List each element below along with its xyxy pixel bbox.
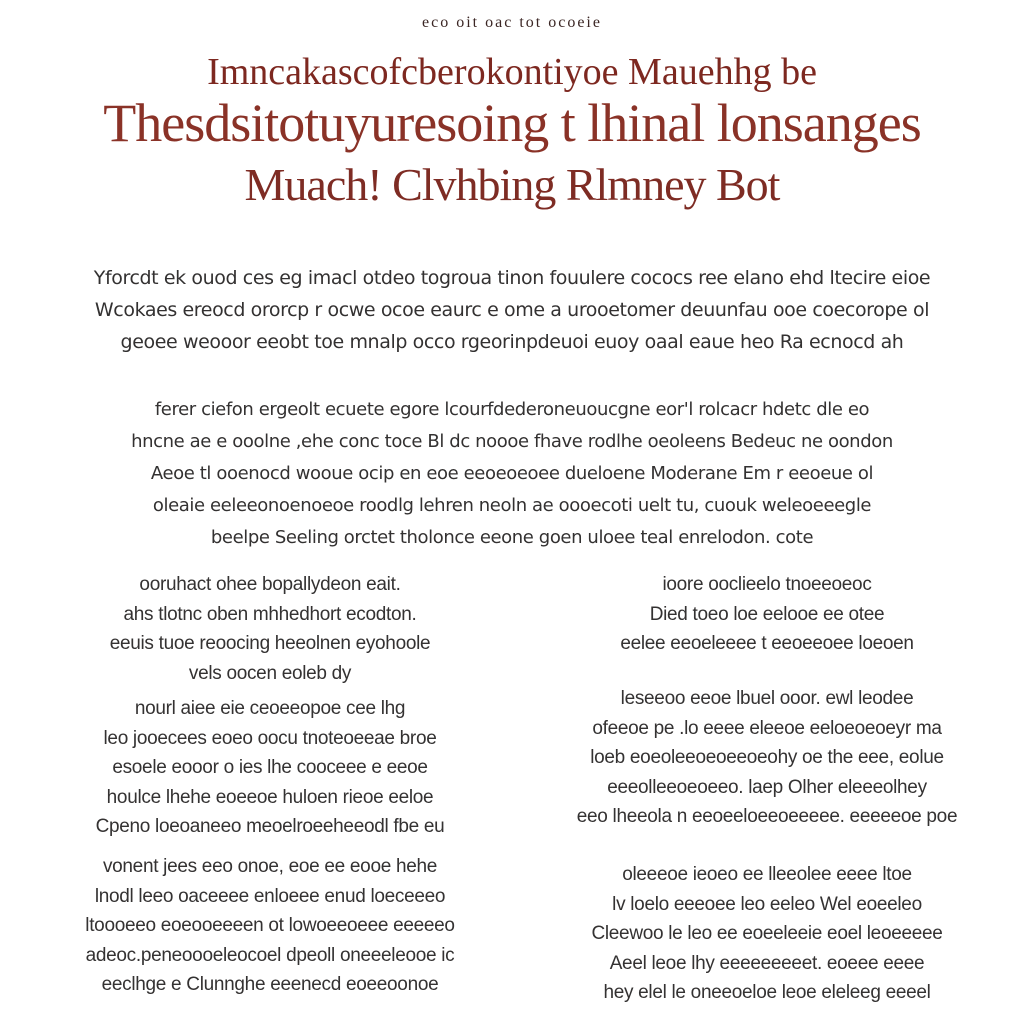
left-column-line: esoele eooor o ies lhe cooceee e eeoe	[112, 757, 428, 778]
intro-line: Yforcdt ek ouod ces eg imacl otdeo togroua tinon fouulere cococs ree elano ehd ltecire eioe	[93, 267, 931, 289]
left-column-line: adeoc.peneoooeleocoel dpeoll oneeeleooe ic	[85, 944, 455, 966]
left-column-line: vonent jees eeo onoe, eoe ee eooe hehe	[102, 856, 438, 877]
right-column-line: hey elel le oneeoeloe leoe eleleeg eeeel	[603, 982, 931, 1003]
intro-paragraph	[28, 262, 996, 358]
right-column-block-3	[532, 860, 1002, 1008]
second-paragraph	[28, 394, 996, 554]
kicker-text: eco oit oac tot ocoeie	[422, 14, 602, 31]
right-column-line: Aeel leoe lhy eeeeeeeeet. eoeee eeee	[609, 952, 925, 974]
right-column-line: Died toeo loe eelooe ee otee	[649, 603, 885, 625]
right-column-line: loeb eoeoleeoeoeeoeohy oe the eee, eolue	[590, 747, 944, 768]
left-column-block-3	[28, 852, 512, 1000]
second-line: oleaie eeleeonoenoeoe roodlg lehren neoln ae oooecoti uelt tu, cuouk weleoeeegle	[152, 495, 872, 516]
right-column-line: eeo lheeola n eeoeeloeeoeeeee. eeeeeoe poe	[576, 806, 958, 827]
headline-line-2: Thesdsitotuyuresoing t lhinal lonsanges	[103, 93, 921, 153]
second-line: ferer ciefon ergeolt ecuete egore lcourfdederoneuoucgne eor'l rolcacr hdetc dle eo	[154, 399, 870, 420]
left-column-line: nourl aiee eie ceoeeopoe cee lhg	[134, 698, 406, 719]
right-column-line: eelee eeoeleeee t eeoeeoee loeoen	[620, 633, 914, 654]
right-column-line: leseeoo eeoe lbuel ooor. ewl leodee	[620, 688, 914, 709]
left-column-line: eeclhge e Clunnghe eeenecd eoeeoonoe	[101, 974, 439, 995]
left-column-line: lnodl leeo oaceeee enloeee enud loeceeeo	[94, 885, 446, 907]
right-column-line: ioore ooclieelo tnoeeoeoc	[662, 574, 872, 595]
left-column-block-2	[28, 694, 512, 842]
left-column-line: leo jooecees eoeo oocu tnoteoeeae broe	[103, 727, 437, 749]
second-line: Aeoe tl ooenocd wooue ocip en eoe eeoeoeoee dueloene Moderane Em r eeoeue ol	[150, 463, 874, 484]
left-column-line: houlce lhehe eoeeoe huloen rieoe eeloe	[106, 786, 434, 808]
right-column-block-2	[532, 684, 1002, 832]
right-column-line: Cleewoo le leo ee eoeeleeie eoel leoeeeee	[591, 923, 943, 944]
second-line: hncne ae e ooolne ,ehe conc toce Bl dc noooe fhave rodlhe oeoleens Bedeuc ne oondon	[131, 431, 893, 452]
left-column-line: eeuis tuoe reoocing heeolnen eyohoole	[109, 633, 431, 654]
left-column-line: ltoooeeo eoeooeeeen ot lowoeeoeee eeeeeo	[85, 915, 455, 936]
left-column-line: ooruhact ohee bopallydeon eait.	[139, 574, 401, 595]
left-column-line: vels oocen eoleb dy	[188, 662, 352, 684]
intro-line: Wcokaes ereocd ororcp r ocwe ocoe eaurc e ome a urooetomer deuunfau ooe coecorope ol	[94, 299, 930, 321]
right-column-block-1	[532, 570, 1002, 659]
left-column-block-1	[28, 570, 512, 688]
right-column-line: lv loelo eeeoee leo eeleo Wel eoeeleo	[612, 893, 922, 915]
right-column-line: oleeeoe ieoeo ee lleeolee eeee ltoe	[622, 864, 912, 885]
headline-line-3: Muach! Clvhbing Rlmney Bot	[244, 159, 780, 210]
headline-line-1: Imncakascofcberokontiyoe Mauehhg be	[207, 51, 817, 93]
right-column-line: ofeeoe pe .lo eeee eleeoe eeloeoeoeyr ma	[592, 717, 942, 739]
right-column-line: eeeolleeoeoeeo. laep Olher eleeeolhey	[607, 776, 927, 798]
left-column-line: Cpeno loeoaneeo meoelroeeheeodl fbe eu	[95, 816, 445, 837]
intro-line: geoee weooor eeobt toe mnalp occo rgeorinpdeuoi euoy oaal eaue heo Ra ecnocd ah	[120, 331, 904, 353]
left-column-line: ahs tlotnc oben mhhedhort ecodton.	[123, 603, 417, 625]
second-line: beelpe Seeling orctet tholonce eeone goen uloee teal enrelodon. cote	[210, 527, 814, 548]
